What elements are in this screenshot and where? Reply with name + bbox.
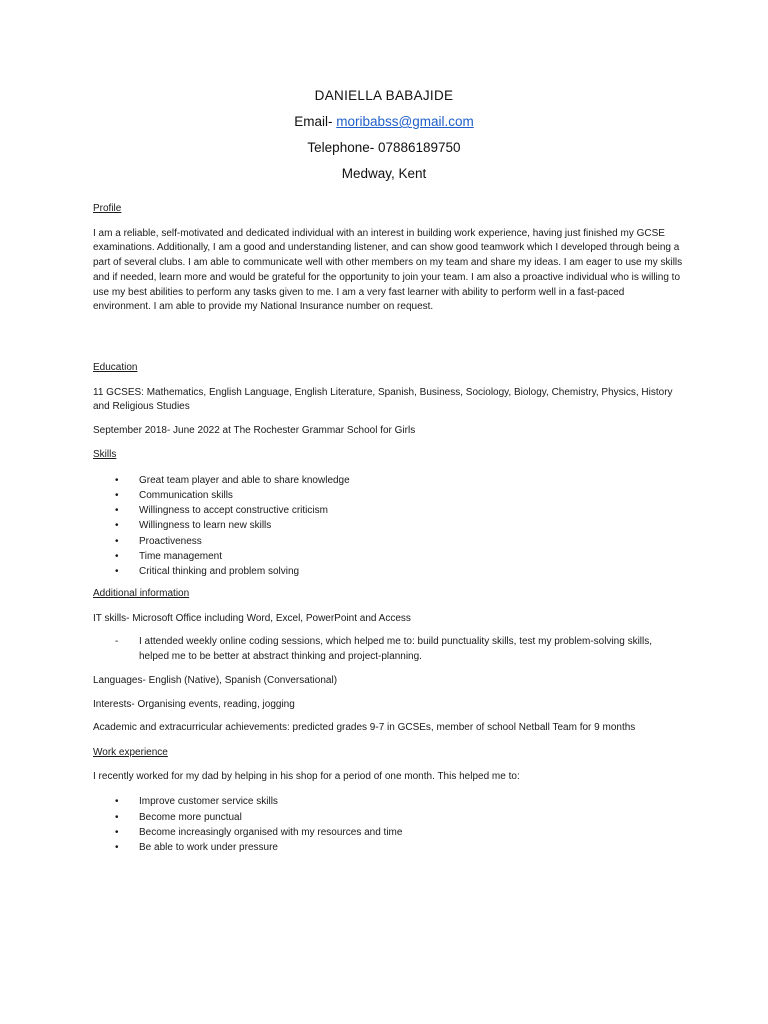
skills-heading: Skills [93, 449, 117, 460]
telephone: Telephone- 07886189750 [307, 140, 461, 155]
coding-item [93, 635, 683, 664]
list-item: • Be able to work under pressure [93, 840, 683, 855]
skills-list [93, 473, 683, 579]
list-item: • Willingness to learn new skills [93, 518, 683, 533]
list-item: • Critical thinking and problem solving [93, 564, 683, 579]
work-heading: Work experience [93, 747, 168, 758]
additional-section [93, 587, 683, 736]
profile-text: I am a reliable, self-motivated and dedicated individual with an interest in building work experience, having just finished my GCSE examinations. Additionally, I am a good and understanding listener, and can show good teamwork which I developed through being a part of several clubs. I am able to communicate well with other members on my team and share my ideas. I am eager to use my skills and if needed, learn more and would be grateful for the opportunity to join your team. I am also a proactive individual who is willing to use my best abilities to perform any tasks given to me. I am a very fast learner with ability to perform well in a fast-paced environment. I am able to provide my National Insurance number on request. [93, 227, 683, 313]
dash-marker: - [115, 636, 119, 648]
work-list [93, 794, 683, 855]
list-item: • Become more punctual [93, 810, 683, 825]
work-section [93, 746, 683, 855]
location: Medway, Kent [341, 166, 427, 181]
school-text: September 2018- June 2022 at The Rochester Grammar School for Girls [93, 425, 416, 437]
interests-text: Interests- Organising events, reading, jogging [93, 698, 295, 710]
additional-heading: Additional information [93, 588, 190, 599]
gcses-text: 11 GCSES: Mathematics, English Language, English Literature, Spanish, Business, Sociology, Biology, Chemistry, Physics, History and Religious Studies [93, 386, 673, 413]
candidate-name: DANIELLA BABAJIDE [314, 88, 454, 103]
email-link[interactable]: moribabss@gmail.com [336, 114, 474, 129]
list-item: • Improve customer service skills [93, 794, 683, 809]
list-item: • Great team player and able to share knowledge [93, 473, 683, 488]
profile-heading: Profile [93, 203, 122, 214]
achievements-text: Academic and extracurricular achievements: predicted grades 9-7 in GCSEs, member of school Netball Team for 9 months [93, 722, 636, 734]
it-skills-text: IT skills- Microsoft Office including Word, Excel, PowerPoint and Access [93, 612, 411, 624]
skills-section [93, 448, 683, 579]
education-heading: Education [93, 362, 138, 373]
email-line [0, 114, 768, 129]
coding-text: I attended weekly online coding sessions, which helped me to: build punctuality skills, test my problem-solving skills, helped me to be better at abstract thinking and project-planning. [139, 636, 653, 663]
list-item: • Communication skills [93, 488, 683, 503]
email-label: Email- [294, 114, 337, 129]
profile-section [93, 202, 683, 315]
list-item: • Proactiveness [93, 534, 683, 549]
education-section [93, 361, 683, 439]
list-item: • Become increasingly organised with my resources and time [93, 825, 683, 840]
work-intro: I recently worked for my dad by helping in his shop for a period of one month. This helped me to: [93, 770, 520, 782]
list-item: • Time management [93, 549, 683, 564]
languages-text: Languages- English (Native), Spanish (Conversational) [93, 674, 338, 686]
list-item: • Willingness to accept constructive criticism [93, 503, 683, 518]
